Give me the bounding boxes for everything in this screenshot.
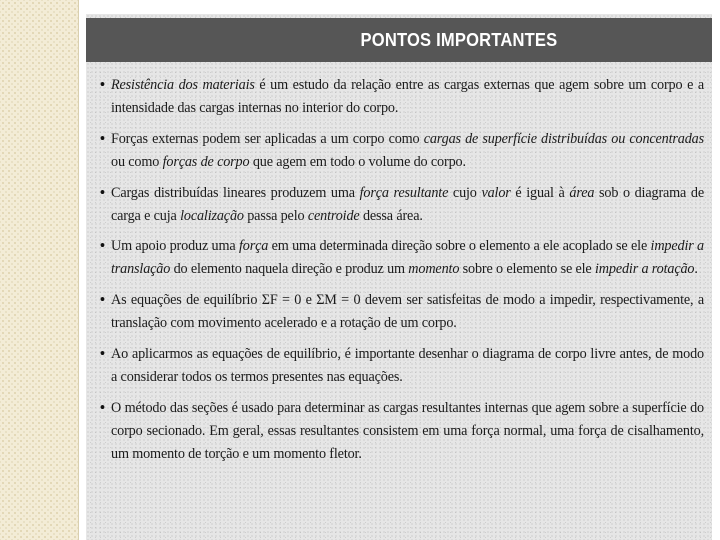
point-text: passa pelo (243, 207, 308, 224)
key-point-item (100, 397, 704, 466)
key-point-item (100, 182, 704, 228)
bullet-icon: • (100, 238, 105, 255)
emphasized-text: valor (481, 184, 511, 201)
point-text: do elemento naquela direção e produz um (170, 261, 409, 278)
emphasized-text: impedir a rotação (594, 261, 695, 278)
emphasized-text: área (569, 184, 595, 201)
header-bar (86, 18, 712, 62)
point-text: cujo (448, 184, 482, 201)
point-text: As equações de equilíbrio ΣF = 0 e ΣM = 0 devem ser satisfeitas de modo a impedir, respectivamente, a translação com movimento acelerado e a rotação de um corpo. (111, 292, 704, 332)
page-title: PONTOS IMPORTANTES (360, 29, 558, 50)
emphasized-text: cargas de superfície distribuídas ou concentradas (423, 130, 704, 147)
point-text: Ao aplicarmos as equações de equilíbrio, é importante desenhar o diagrama de corpo livre antes, de modo a considerar todos os termos presentes nas equações. (111, 345, 704, 385)
bullet-icon: • (100, 130, 105, 147)
point-text: Forças externas podem ser aplicadas a um corpo como (111, 130, 424, 147)
key-point-item (100, 74, 704, 120)
key-point-item (100, 343, 704, 389)
key-point-item (100, 235, 704, 281)
scanned-page (86, 14, 712, 540)
emphasized-text: centroide (307, 207, 360, 224)
emphasized-text: impedir a translação (111, 238, 704, 278)
key-points-list (100, 74, 704, 474)
point-text: . (694, 261, 698, 278)
point-text: é igual à (510, 184, 570, 201)
point-text: sob o diagrama de carga e cuja (111, 184, 704, 224)
point-text: Um apoio produz uma (111, 238, 239, 255)
point-text: O método das seções é usado para determinar as cargas resultantes internas que agem sobre a superfície do corpo secionado. Em geral, essas resultantes consistem em uma força normal, uma força de cisalhamento, um momento de torção e um momento fletor. (111, 399, 704, 462)
bullet-icon: • (100, 399, 105, 416)
point-text: dessa área. (359, 207, 423, 224)
point-text: é um estudo da relação entre as cargas externas que agem sobre um corpo e a intensidade das cargas internas no interior do corpo. (111, 77, 704, 116)
decorative-side-strip (0, 0, 78, 540)
point-text: ou como (111, 153, 163, 170)
side-strip-edge (78, 0, 79, 540)
bullet-icon: • (100, 292, 105, 309)
point-text: sobre o elemento se ele (459, 261, 595, 278)
bullet-icon: • (100, 184, 105, 201)
emphasized-text: localização (180, 207, 244, 224)
emphasized-text: forças de corpo (162, 153, 250, 170)
emphasized-text: Resistência dos materiais (111, 77, 255, 93)
bullet-icon: • (100, 77, 105, 93)
point-text: que agem em todo o volume do corpo. (249, 153, 466, 170)
bullet-icon: • (100, 345, 105, 362)
key-point-item (100, 289, 704, 335)
emphasized-text: força resultante (359, 184, 449, 201)
emphasized-text: momento (408, 261, 460, 278)
point-text: em uma determinada direção sobre o elemento a ele acoplado se ele (268, 238, 651, 255)
emphasized-text: força (238, 238, 269, 255)
point-text: Cargas distribuídas lineares produzem uma (111, 184, 360, 201)
key-point-item (100, 128, 704, 174)
